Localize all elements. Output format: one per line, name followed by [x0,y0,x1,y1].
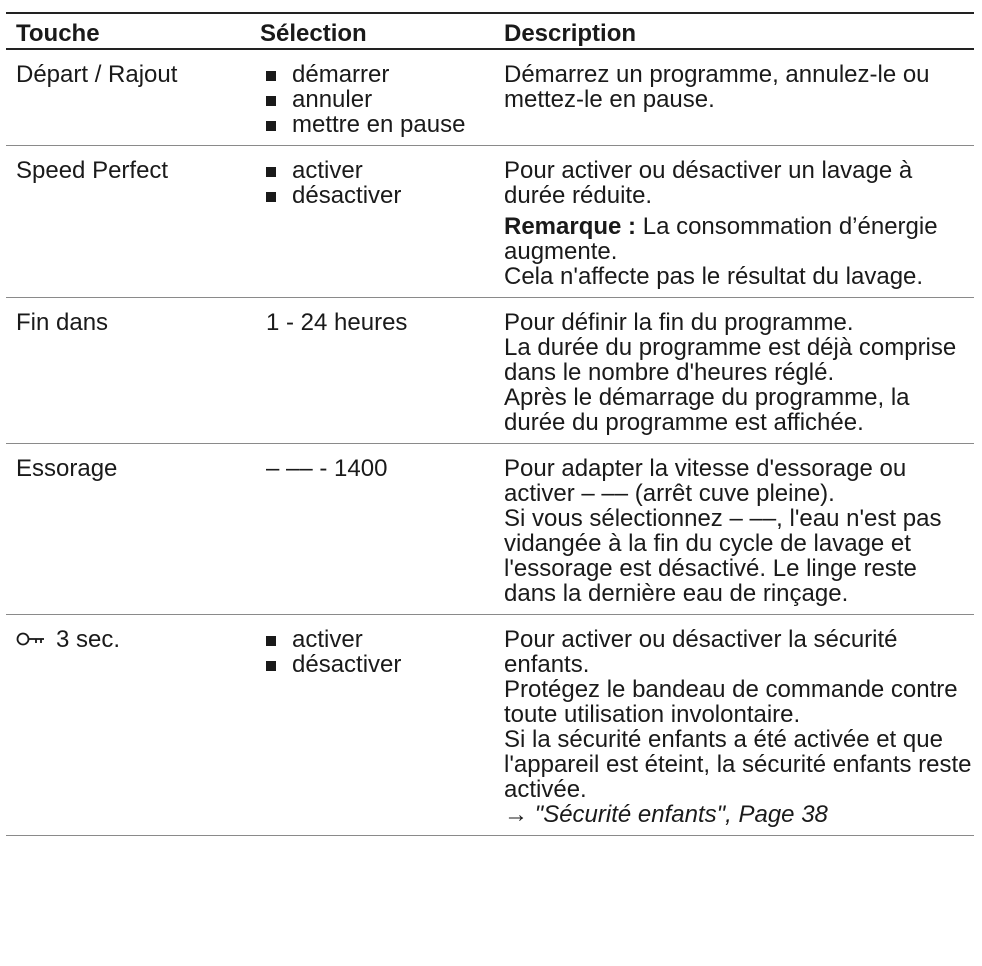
touche-cell: Départ / Rajout [16,61,178,88]
list-item: mettre en pause [260,112,500,137]
table-row [6,444,974,615]
list-item: désactiver [260,183,500,208]
description-cell [500,615,974,835]
touche-cell: Essorage [16,455,118,482]
description-text: Cela n'affecte pas le résultat du lavage. [504,263,924,290]
list-item: annuler [260,87,500,112]
description-text: Pour activer ou désactiver un lavage à durée réduite. [504,157,913,209]
table-row [6,298,974,444]
selection-list [260,627,500,677]
touche-label: 3 sec. [56,626,121,653]
description-cell [500,50,974,145]
page-reference-link[interactable]: → "Sécurité enfants", Page 38 [504,801,828,828]
description-text: Après le démarrage du programme, la durée du programme est affichée. [504,384,910,436]
selection-list [260,158,500,208]
header-touche: Touche [16,20,100,47]
selection-cell [252,146,500,297]
key-icon [16,626,46,651]
table-header [6,14,974,50]
description-text: Pour définir la fin du programme. [504,309,854,336]
description-text: Protégez le bandeau de commande contre toute utilisation involontaire. [504,676,958,728]
description-cell [500,146,974,297]
list-item: activer [260,627,500,652]
description-cell [500,298,974,443]
list-item: démarrer [260,62,500,87]
table-row [6,615,974,836]
description-text: Si vous sélectionnez – ––, l'eau n'est pas vidangée à la fin du cycle de lavage et l'essorage est désactivé. Le linge reste dans la dernière eau de rinçage. [504,505,942,607]
selection-cell [252,444,500,614]
selection-text: – –– - 1400 [266,455,388,482]
description-text: La durée du programme est déjà comprise dans le nombre d'heures réglé. [504,334,957,386]
controls-table [6,12,974,836]
note-text [504,214,974,264]
header-selection: Sélection [260,20,367,47]
description-text: Démarrez un programme, annulez-le ou mettez-le en pause. [504,61,930,113]
list-item: désactiver [260,652,500,677]
selection-cell [252,298,500,443]
touche-cell [6,615,252,835]
table-row [6,50,974,146]
touche-cell: Fin dans [16,309,109,336]
touche-cell: Speed Perfect [16,157,169,184]
selection-cell [252,50,500,145]
list-item: activer [260,158,500,183]
selection-text: 1 - 24 heures [266,309,408,336]
description-text: Pour activer ou désactiver la sécurité enfants. [504,626,898,678]
note-label: Remarque : [504,213,637,240]
header-description: Description [504,20,637,47]
note-body: La consommation d’énergie augmente. [504,213,938,265]
selection-cell [252,615,500,835]
description-text: Pour adapter la vitesse d'essorage ou activer – –– (arrêt cuve pleine). [504,455,907,507]
description-cell [500,444,974,614]
description-text: Si la sécurité enfants a été activée et que l'appareil est éteint, la sécurité enfants reste activée. [504,726,972,803]
selection-list [260,62,500,137]
table-row [6,146,974,298]
